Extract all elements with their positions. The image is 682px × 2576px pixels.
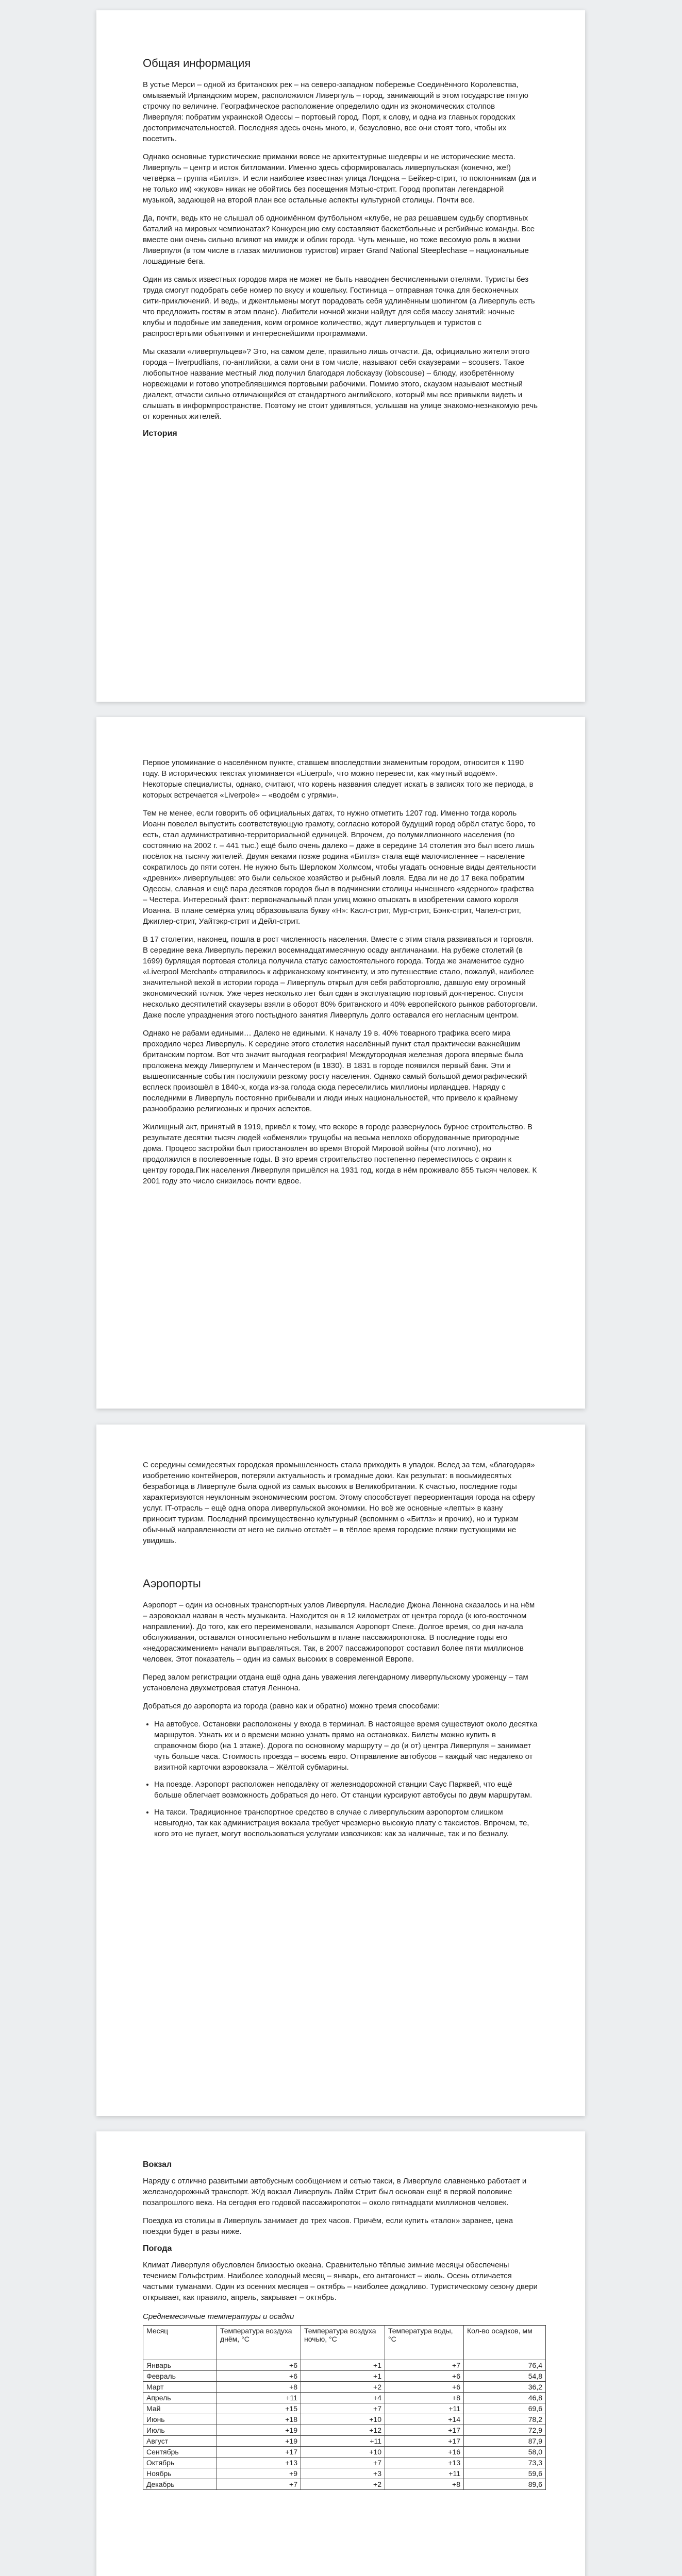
value-cell: 59,6 bbox=[464, 2468, 546, 2479]
value-cell: +17 bbox=[385, 2436, 464, 2447]
table-row bbox=[143, 2468, 546, 2479]
table-row bbox=[143, 2425, 546, 2436]
table-row bbox=[143, 2447, 546, 2458]
month-cell: Март bbox=[143, 2382, 217, 2393]
value-cell: 89,6 bbox=[464, 2479, 546, 2490]
table-row bbox=[143, 2360, 546, 2371]
month-cell: Апрель bbox=[143, 2393, 217, 2403]
month-cell: Август bbox=[143, 2436, 217, 2447]
month-cell: Сентябрь bbox=[143, 2447, 217, 2458]
paragraph: Перед залом регистрации отдана ещё одна дань уважения легендарному ливерпульскому уроженцу – там установлена двухметровая статуя Леннона. bbox=[143, 1673, 528, 1692]
bullet-item: • На поезде. Аэропорт расположен неподалёку от железнодорожной станции Саус Парквей, что ещё больше облегчает возможность добраться до него. От станции курсируют автобусы по двум маршрутам. bbox=[154, 1779, 538, 1801]
month-cell: Декабрь bbox=[143, 2479, 217, 2490]
paragraph: Один из самых известных городов мира не может не быть наводнен бесчисленными отелями. Туристы без труда смогут подобрать себе номер по вкусу и кошельку. Гостиница – отправная точка для бесконечных сити-приключений. И ведь, и джентльмены могут порадовать себя удлинённым шопингом (а Ливерпуль есть что предложить гостям в этом плане). Любители ночной жизни найдут для себя массу занятий: ночные клубы и подобные им заведения, коим огромное количество, ждут ливерпульцев и туристов с распростёртыми объятиями и интереснейшими программами. bbox=[143, 275, 535, 338]
value-cell: +6 bbox=[385, 2382, 464, 2393]
value-cell: +8 bbox=[385, 2479, 464, 2490]
value-cell: +3 bbox=[301, 2468, 385, 2479]
value-cell: +7 bbox=[301, 2403, 385, 2414]
paragraph: Поездка из столицы в Ливерпуль занимает до трех часов. Причём, если купить «талон» заранее, цена поездки будет в разы ниже. bbox=[143, 2216, 513, 2236]
table-row bbox=[143, 2393, 546, 2403]
value-cell: +6 bbox=[217, 2371, 301, 2382]
value-cell: +19 bbox=[217, 2425, 301, 2436]
value-cell: 72,9 bbox=[464, 2425, 546, 2436]
value-cell: 69,6 bbox=[464, 2403, 546, 2414]
paragraph: Добраться до аэропорта из города (равно как и обратно) можно тремя способами: bbox=[143, 1702, 440, 1710]
table-header-cell: Температура воды, °С bbox=[385, 2326, 464, 2360]
value-cell: 58,0 bbox=[464, 2447, 546, 2458]
paragraph: Однако основные туристические приманки вовсе не архитектурные шедевры и не исторические места. Ливерпуль – центр и исток битломании. Именно здесь сформировалась ливерпульская (конечно, же!) четвёрка – группа «Битлз». И если наиболее известная улица Лондона – Бейкер-стрит, то поклонникам (да и не только им) «жуков» никак не обойтись без посещения Мэтью-стрит. Город пропитан легендарной музыкой, задающей на второй план все остальные аспекты культурной столицы. Почти все. bbox=[143, 152, 537, 205]
table-header-cell: Температура воздуха днём, °С bbox=[217, 2326, 301, 2360]
value-cell: +1 bbox=[301, 2360, 385, 2371]
value-cell: +13 bbox=[385, 2458, 464, 2468]
value-cell: +8 bbox=[217, 2382, 301, 2393]
bullet-item: • На такси. Традиционное транспортное средство в случае с ливерпульским аэропортом слишком невыгодно, так как администрация вокзала требует чрезмерно высокую плату с таксистов. Впрочем, те, кого это не пугает, могут воспользоваться услугами извозчиков: как за наличные, так и по безналу. bbox=[154, 1807, 538, 1839]
value-cell: +2 bbox=[301, 2479, 385, 2490]
value-cell: 76,4 bbox=[464, 2360, 546, 2371]
value-cell: +12 bbox=[301, 2425, 385, 2436]
table-row bbox=[143, 2371, 546, 2382]
paragraph: Первое упоминание о населённом пункте, ставшем впоследствии знаменитым городом, относится к 1190 году. В исторических текстах упоминается «Liuerpul», что можно перевести, как «мутный водоём». Некоторые специалисты, однако, считают, что корень названия следует искать в записях того же периода, в которых встречается «Liverpole» – «водоём с угрями». bbox=[143, 758, 534, 800]
table-row bbox=[143, 2458, 546, 2468]
paragraph: С середины семидесятых городская промышленность стала приходить в упадок. Вслед за тем, «благодаря» изобретению контейнеров, потеряли актуальность и громадные доки. Как результат: в восьмидесятых безработица в Ливерпуле была одной из самых высоких в Великобритании. К счастью, последние годы характеризуются неуклонным экономическим ростом. Этому способствует переориентация города на сферу услуг. IT-отрасль – ещё одна опора ливерпульской экономики. Но всё же основные «лепты» в казну приносит туризм. Последний преимущественно культурный (вспомним о «Битлз» и прочих), но и туризм обычный направленности от него не сильно отстаёт – в тёплое время городские пляжи пустующими не увидишь. bbox=[143, 1461, 535, 1545]
value-cell: +7 bbox=[385, 2360, 464, 2371]
bullet-list bbox=[143, 1719, 538, 1839]
value-cell: 36,2 bbox=[464, 2382, 546, 2393]
month-cell: Январь bbox=[143, 2360, 217, 2371]
value-cell: +17 bbox=[385, 2425, 464, 2436]
bullet-item: • На автобусе. Остановки расположены у входа в терминал. В настоящее время существуют около десятка маршрутов. Узнать их и о времени можно узнать прямо на остановках. Билеты можно купить в справочном бюро (на 1 этаже). Дорога по основному маршруту – до (и от) центра Ливерпуля – занимает чуть больше часа. Стоимость проезда – восемь евро. Отправление автобусов – каждый час недалеко от визитной карточки аэровокзала – Жёлтой субмарины. bbox=[154, 1719, 538, 1773]
document-page-1 bbox=[96, 10, 585, 702]
paragraph: Да, почти, ведь кто не слышал об одноимённом футбольном «клубе, не раз решавшем судьбу спортивных баталий на мировых чемпионатах? Конкуренцию ему составляют баскетбольные и регбийные команды. Все вместе они очень сильно влияют на имидж и облик города. Чуть меньше, но тоже весомую роль в жизни Ливерпуля (в том числе в глазах миллионов туристов) играет Grand National Steeplechase – национальные лошадиные бега. bbox=[143, 214, 535, 266]
section-heading-station: Вокзал bbox=[143, 2160, 172, 2169]
table-row bbox=[143, 2479, 546, 2490]
value-cell: +11 bbox=[217, 2393, 301, 2403]
table-header-cell: Кол-во осадков, мм bbox=[464, 2326, 546, 2360]
document-page-2 bbox=[96, 717, 585, 1409]
table-row bbox=[143, 2382, 546, 2393]
table-header-row bbox=[143, 2326, 546, 2360]
value-cell: +9 bbox=[217, 2468, 301, 2479]
table-header-cell: Температура воздуха ночью, °С bbox=[301, 2326, 385, 2360]
value-cell: +8 bbox=[385, 2393, 464, 2403]
value-cell: 46,8 bbox=[464, 2393, 546, 2403]
value-cell: +14 bbox=[385, 2414, 464, 2425]
value-cell: +10 bbox=[301, 2447, 385, 2458]
paragraph: В устье Мерси – одной из британских рек – на северо-западном побережье Соединённого Королевства, омываемый Ирландским морем, расположился Ливерпуль – город, занимающий в этом государстве пятую строчку по величине. Географическое расположение определило один из экономических столпов Ливерпуля: побратим украинской Одессы – портовый город. Порт, к слову, и одна из главных городских достопримечательностей. Последняя здесь очень много, и, безусловно, все они стоят того, чтобы их посетить. bbox=[143, 80, 528, 143]
value-cell: +18 bbox=[217, 2414, 301, 2425]
value-cell: +19 bbox=[217, 2436, 301, 2447]
value-cell: 87,9 bbox=[464, 2436, 546, 2447]
value-cell: +2 bbox=[301, 2382, 385, 2393]
value-cell: +10 bbox=[301, 2414, 385, 2425]
table-header-cell: Месяц bbox=[143, 2326, 217, 2360]
month-cell: Июнь bbox=[143, 2414, 217, 2425]
section-heading-general: Общая информация bbox=[143, 57, 251, 70]
table-row bbox=[143, 2403, 546, 2414]
value-cell: +6 bbox=[217, 2360, 301, 2371]
month-cell: Февраль bbox=[143, 2371, 217, 2382]
climate-table bbox=[143, 2325, 546, 2490]
value-cell: +11 bbox=[301, 2436, 385, 2447]
paragraph: Климат Ливерпуля обусловлен близостью океана. Сравнительно тёплые зимние месяцы обеспечены течением Гольфстрим. Наиболее холодный месяц – январь, его антагонист – июль. Осень отличается частыми туманами. Один из осенних месяцев – октябрь – наиболее дождливо. Туристическому сезону двери открывает, как правило, апрель, закрывает – октябрь. bbox=[143, 2261, 538, 2302]
value-cell: +17 bbox=[217, 2447, 301, 2458]
value-cell: 73,3 bbox=[464, 2458, 546, 2468]
document-page-3 bbox=[96, 1425, 585, 2116]
section-heading-weather: Погода bbox=[143, 2244, 172, 2253]
document-page-4 bbox=[96, 2131, 585, 2576]
table-caption: Среднемесячные температуры и осадки bbox=[143, 2312, 294, 2321]
section-heading-airports: Аэропорты bbox=[143, 1577, 201, 1590]
table-row bbox=[143, 2436, 546, 2447]
value-cell: +16 bbox=[385, 2447, 464, 2458]
paragraph: Мы сказали «ливерпульцев»? Это, на самом деле, правильно лишь отчасти. Да, официально жители этого города – liverpudlians, по-английски, а сами они в том числе, называют себя скаузерами – scousers. Такое любопытное название местный люд получил благодаря лобскаузу (lobscouse) – блюду, изобретённому норвежцами и готово употреблявшимся портовыми рабочими. Помимо этого, скаузом называют местный диалект, отчасти сильно отличающийся от стандартного английского, который мы все привыкли видеть и слышать в информпространстве. Поэтому не стоит удивляться, услышав на улице знакомо-незнакомую речь от коренных жителей. bbox=[143, 347, 538, 421]
table-row bbox=[143, 2414, 546, 2425]
month-cell: Октябрь bbox=[143, 2458, 217, 2468]
value-cell: +7 bbox=[217, 2479, 301, 2490]
value-cell: +4 bbox=[301, 2393, 385, 2403]
paragraph: В 17 столетии, наконец, пошла в рост численность населения. Вместе с этим стала развиваться и торговля. В середине века Ливерпуль пережил восемнадцатимесячную осаду англичанами. На рубеже столетий (в 1699) бурлящая портовая столица получила статус самостоятельного города. Тогда же знаменитое судно «Liverpool Merchant» отправилось к африканскому континенту, и это путешествие стало, пожалуй, наиболее значительной вехой в истории города – Ливерпуль открыл для себя работорговлю, давшую ему огромный экономический толчок. Уже через несколько лет был сдан в эксплуатацию портовый док-перенос. Спустя несколько десятилетий скаузеры взяли в оборот 80% британского и 40% европейского рынков работорговли. Даже после упразднения этого постыдного занятия Ливерпуль долго оставался его негласным центром. bbox=[143, 935, 538, 1020]
section-heading-history: История bbox=[143, 429, 177, 438]
value-cell: +6 bbox=[385, 2371, 464, 2382]
value-cell: 54,8 bbox=[464, 2371, 546, 2382]
paragraph: Наряду с отлично развитыми автобусным сообщением и сетью такси, в Ливерпуле славненько работает и железнодорожный транспорт. Ж/д вокзал Ливерпуль Лайм Стрит был основан ещё в первой половине позапрошлого века. На сегодня его годовой пассажиропоток – около пятнадцати миллионов человек. bbox=[143, 2177, 527, 2207]
paragraph: Жилищный акт, принятый в 1919, привёл к тому, что вскоре в городе развернулось бурное строительство. В результате десятки тысяч людей «обменяли» трущобы на весьма неплохо оборудованные пригородные дома. Процесс застройки был приостановлен во время Второй Мировой войны (что логично), но продолжился в послевоенные годы. В это время строительство постепенно переместилось с окраин к центру города.Пик населения Ливерпуля пришёлся на 1931 год, когда в нём проживало 855 тысяч человек. К 2001 году это число снизилось почти вдвое. bbox=[143, 1123, 537, 1185]
value-cell: +1 bbox=[301, 2371, 385, 2382]
paragraph: Аэропорт – один из основных транспортных узлов Ливерпуля. Наследие Джона Леннона сказалось и на нём – аэровокзал назван в честь музыканта. Находится он в 12 километрах от центра города (к юго-восточном направлении). До того, как его переименовали, назывался Аэропорт Спеке. Долгое время, со дня начала обслуживания, оставался относительно небольшим в плане пассажиропотока. В последние годы его «недорасжимением» начали выправляться. Так, в 2007 пассажиропорот составил более пяти миллионов человек. Этот показатель – один из самых высоких в современной Европе. bbox=[143, 1601, 535, 1664]
value-cell: +13 bbox=[217, 2458, 301, 2468]
value-cell: +11 bbox=[385, 2468, 464, 2479]
month-cell: Июль bbox=[143, 2425, 217, 2436]
value-cell: 78,2 bbox=[464, 2414, 546, 2425]
paragraph: Однако не рабами едиными… Далеко не едиными. К началу 19 в. 40% товарного трафика всего мира проходило через Ливерпуль. К середине этого столетия населённый пункт стал практически важнейшим британским портом. Вот что значит выгодная география! Междугородная железная дорога впервые была проложена между Ливерпулем и Манчестером (в 1830). В 1831 в городе появился первый банк. Эти и вышеописанные события послужили резкому росту населения. Однако самый большой демографический всплеск произошёл в 1840-х, когда из-за голода сюда переселились миллионы ирландцев. Наряду с последними в Ливерпуль постоянно прибывали и люди иных национальностей, что привело к крайнему разнообразию религиозных и прочих аспектов. bbox=[143, 1029, 527, 1113]
value-cell: +15 bbox=[217, 2403, 301, 2414]
month-cell: Май bbox=[143, 2403, 217, 2414]
value-cell: +11 bbox=[385, 2403, 464, 2414]
paragraph: Тем не менее, если говорить об официальных датах, то нужно отметить 1207 год. Именно тогда король Иоанн повелел выпустить соответствующую грамоту, согласно которой будущий город обрёл статус боро, то есть, стал административно-территориальной единицей. Впрочем, до полумиллионного населения (по состоянию на 2002 г. – 441 тыс.) ещё было очень далеко – даже в середине 14 столетия это был всего лишь посёлок на тысячу жителей. Двумя веками позже родина «Битлз» стала ещё малочисленнее – население сократилось до пяти сотен. Не нужно быть Шерлоком Холмсом, чтобы угадать основные виды деятельности «древних» ливерпульцев: это были сельское хозяйство и рыбный ловля. Едва ли не до 17 века побратим Одессы, славная и ещё пара десятков городов был в подчинении столицы нынешнего «ядерного» графства – Честера. Интересный факт: первоначальный план улиц можно отыскать в изобретении самого короля Иоанна. В плане семёрка улиц образовывала букву «Н»: Касл-стрит, Мур-стрит, Бэнк-стрит, Чапел-стрит, Джиглер-стрит, Уайтэкр-стрит и Дейл-стрит. bbox=[143, 809, 536, 926]
month-cell: Ноябрь bbox=[143, 2468, 217, 2479]
value-cell: +7 bbox=[301, 2458, 385, 2468]
